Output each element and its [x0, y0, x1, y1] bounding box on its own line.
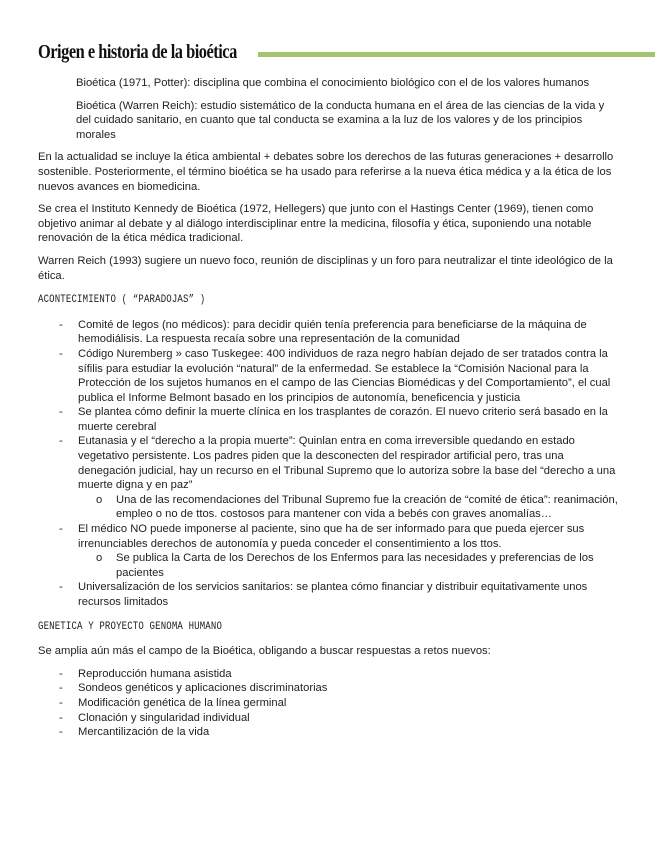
list-item: - Clonación y singularidad individual	[38, 711, 618, 726]
section-heading-genetica: GENETICA Y PROYECTO GENOMA HUMANO	[38, 620, 223, 633]
list-item: - Modificación genética de la línea germinal	[38, 696, 618, 711]
list-item: - Comité de legos (no médicos): para decidir quién tenía preferencia para beneficiarse de la máquina de hemodiálisis. La respuesta recaía sobre una representación de la comunidad	[38, 318, 618, 347]
paragraph-current-ethics: En la actualidad se incluye la ética ambiental + debates sobre los derechos de las futuras generaciones + desarrollo sostenible. Posteriormente, el término bioética se ha usado para referirse a la nueva ética médica y a la ética de los nuevos avances en biomedicina.	[38, 151, 614, 193]
genetica-list	[38, 667, 618, 740]
paragraph-kennedy-institute: Se crea el Instituto Kennedy de Bioética (1972, Hellegers) que junto con el Hastings Center (1969), tienen como objetivo animar al debate y al diálogo interdisciplinar entre la medicina, filosofía y ética, suponiendo una notable renovación de la ética médica tradicional.	[38, 203, 594, 245]
section-heading-acontecimiento: ACONTECIMIENTO ( “PARADOJAS” )	[38, 294, 206, 307]
list-item: - Código Nuremberg » caso Tuskegee: 400 individuos de raza negro habían dejado de ser tratados contra la sífilis para estudiar la evolución “natural” de la enfermedad. Se establece la “Comisión Nacional para la Protección de los sujetos humanos en el campo de las Ciencias Biomédicas y del Comportamiento”, el cual publica el Informe Belmont basado en los principios de autonomía, beneficencia y justicia	[38, 347, 618, 405]
sub-list	[78, 493, 618, 522]
list-item: - Mercantilización de la vida	[38, 725, 618, 740]
acontecimiento-list	[38, 318, 618, 610]
paragraph-genetica-intro: Se amplia aún más el campo de la Bioética, obligando a buscar respuestas a retos nuevos:	[38, 645, 491, 658]
sub-list-item: o Se publica la Carta de los Derechos de los Enfermos para las necesidades y preferencias de los pacientes	[78, 551, 618, 580]
list-item: - Sondeos genéticos y aplicaciones discriminatorias	[38, 681, 618, 696]
definition-potter: Bioética (1971, Potter): disciplina que combina el conocimiento biológico con el de los valores humanos	[76, 77, 590, 89]
list-item	[38, 522, 618, 580]
title-row	[38, 40, 655, 64]
list-item-text: El médico NO puede imponerse al paciente, sino que ha de ser informado para que pueda ejercer sus irrenunciables derechos de autonomía y pueda conceder el consentimiento a los ttos.	[78, 523, 585, 550]
sub-list	[78, 551, 618, 580]
paragraph-warren-reich: Warren Reich (1993) sugiere un nuevo foco, reunión de disciplinas y un foro para neutralizar el tinte ideológico de la ética.	[38, 254, 613, 282]
definition-reich: Bioética (Warren Reich): estudio sistemático de la conducta humana en el área de las ciencias de la vida y del cuidado sanitario, en cuanto que tal conducta se examina a la luz de los valores y de los principios morales	[76, 99, 605, 141]
title-accent-bar	[258, 52, 655, 57]
list-item: - Universalización de los servicios sanitarios: se plantea cómo financiar y distribuir equitativamente unos recursos limitados	[38, 580, 618, 609]
list-item: - Se plantea cómo definir la muerte clínica en los trasplantes de corazón. El nuevo criterio será basado en la muerte cerebral	[38, 405, 618, 434]
document-body	[38, 76, 618, 748]
page-title: Origen e historia de la bioética	[38, 40, 237, 63]
list-item-text: Eutanasia y el “derecho a la propia muerte”: Quinlan entra en coma irreversible quedando en estado vegetativo persistente. Los padres piden que la desconecten del respirador artificial pero, tras una denegación judicial, hay un recurso en el Tribunal Supremo que lo autoriza sobre la base del “derecho a una muerte digna y en paz”	[78, 435, 616, 492]
list-item: - Reproducción humana asistida	[38, 667, 618, 682]
list-item	[38, 434, 618, 522]
sub-list-item: o Una de las recomendaciones del Tribunal Supremo fue la creación de “comité de ética”: reanimación, empleo o no de ttos. costosos para mantener con vida a bebés con graves anomalías…	[78, 493, 618, 522]
